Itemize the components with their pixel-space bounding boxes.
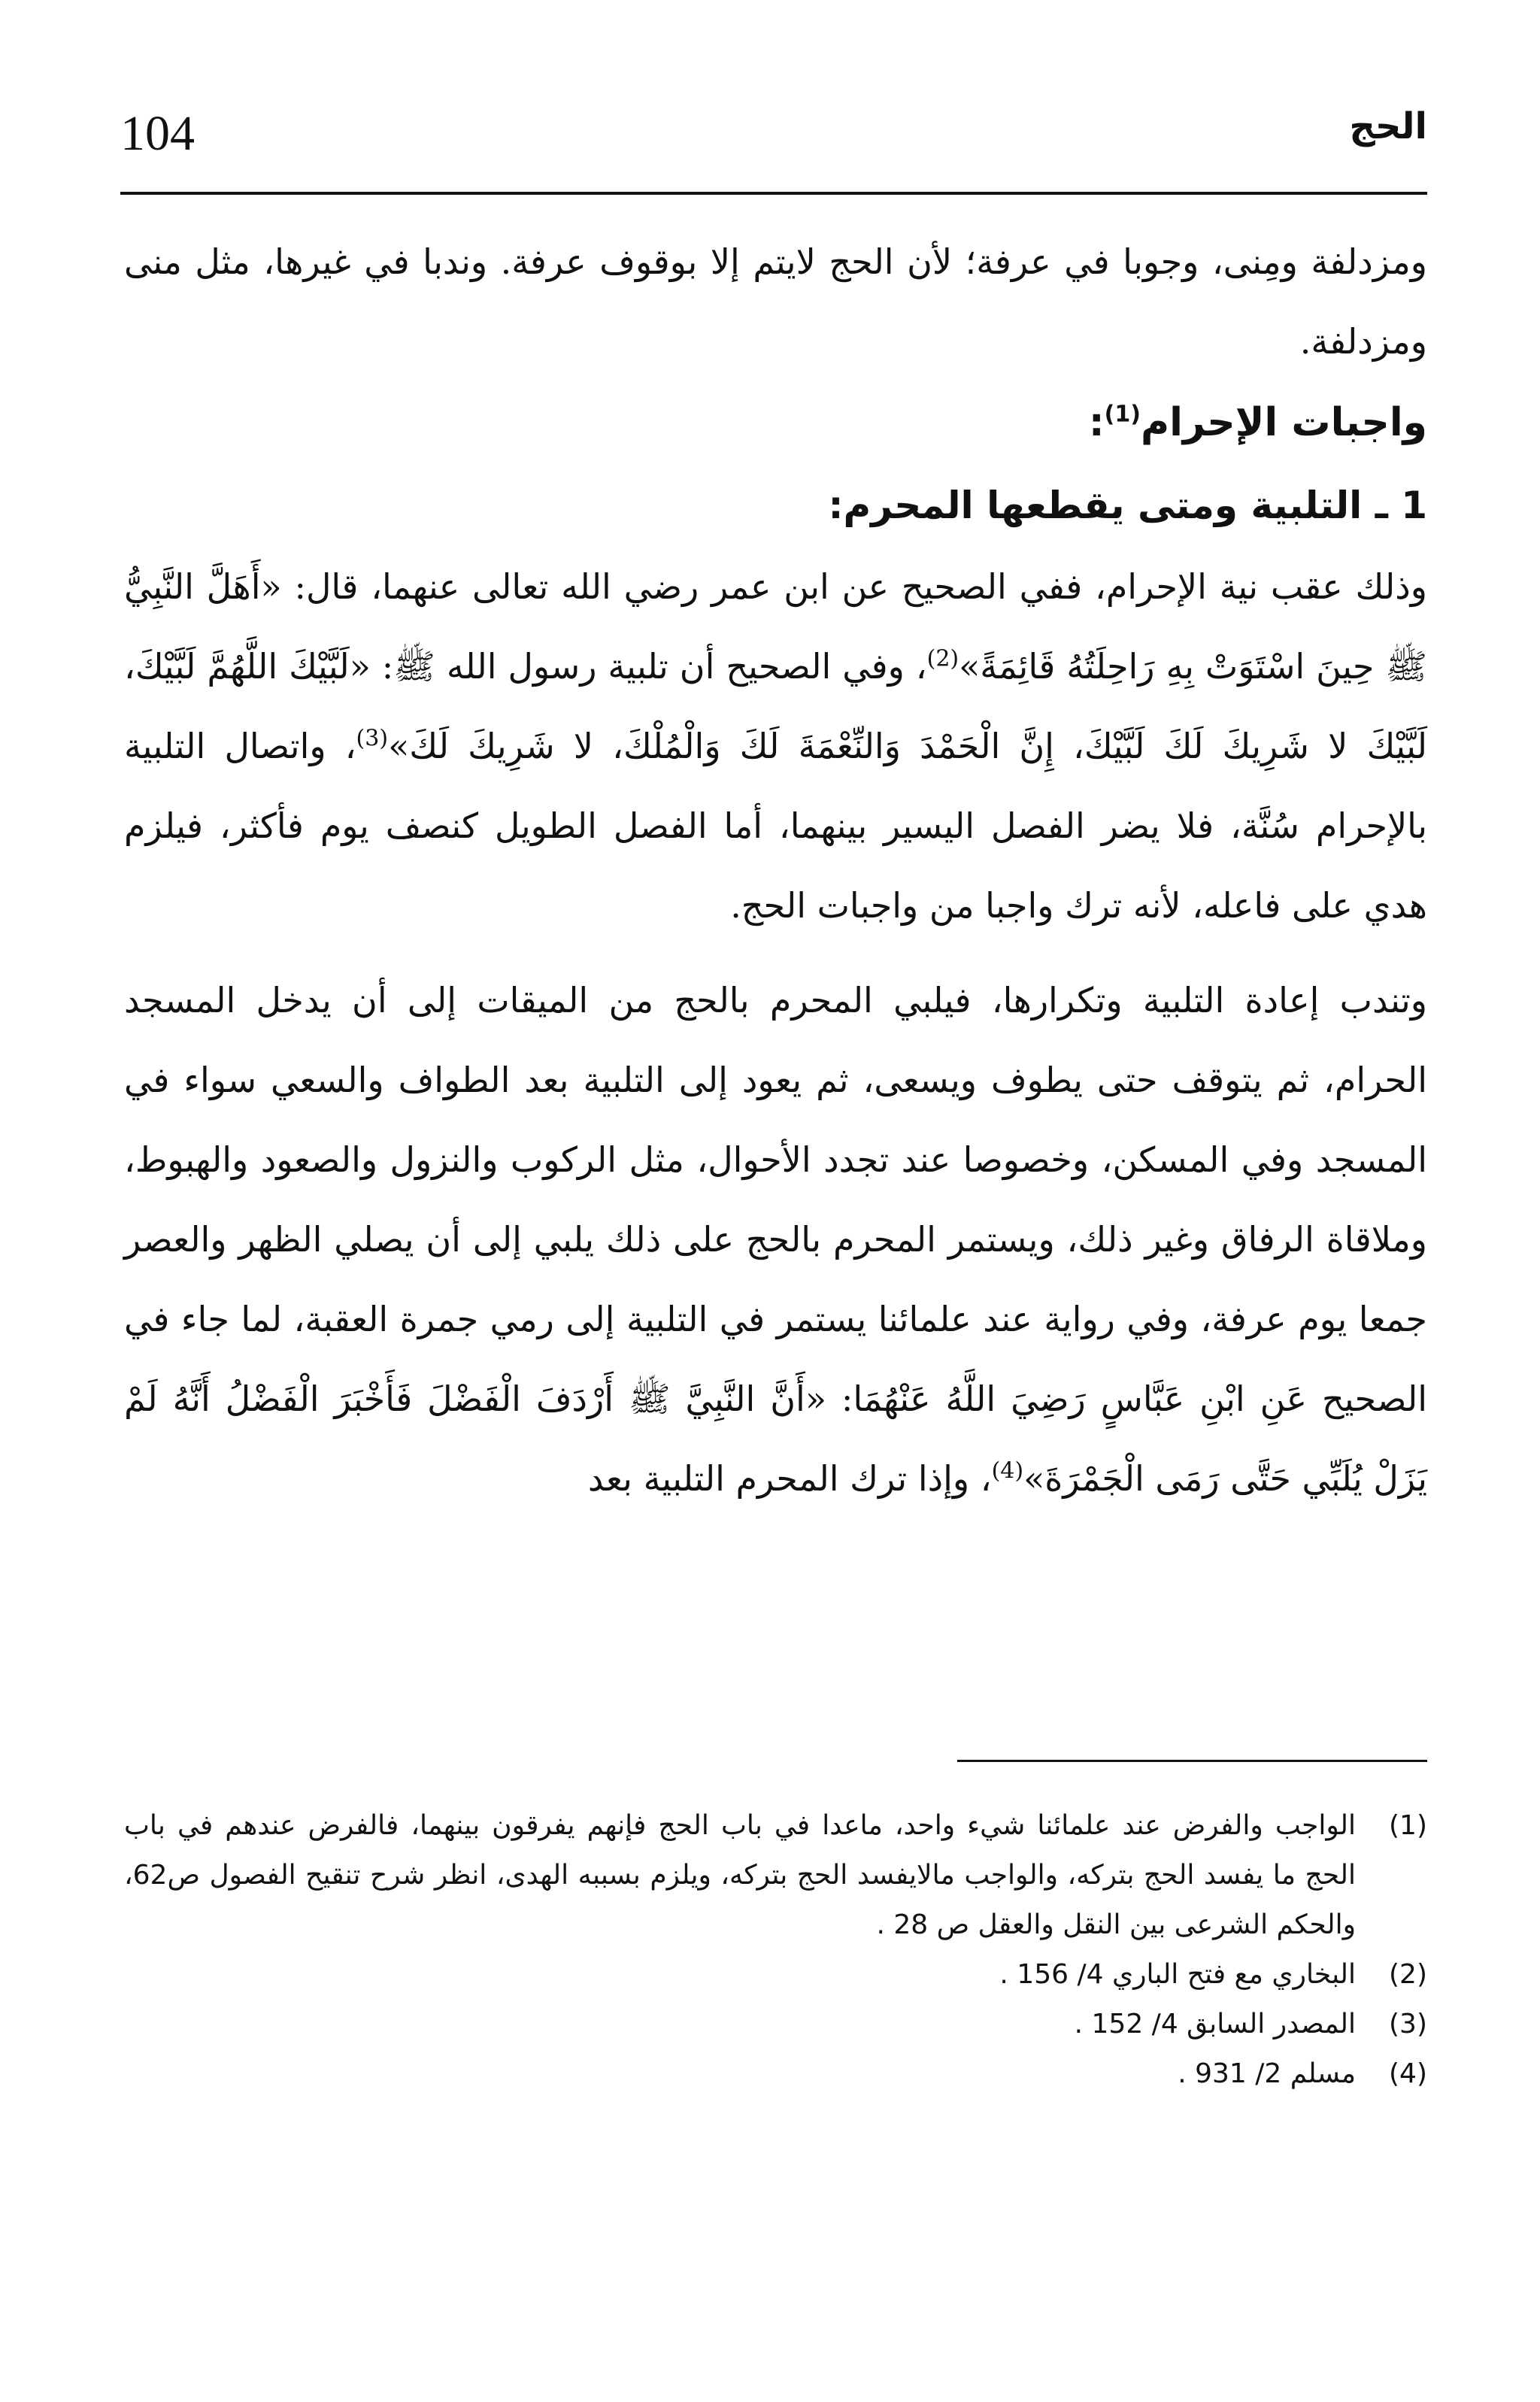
- footnote-item: [124, 1801, 1427, 1950]
- paragraph-text: وتندب إعادة التلبية وتكرارها، فيلبي المحرم بالحج من الميقات إلى أن يدخل المسجد الحرام، ثم يتوقف حتى يطوف ويسعى، ثم يعود إلى التلبية بعد الطواف والسعي سواء في المسجد وفي المسكن، وخصوصا عند تجدد الأحوال، مثل الركوب والنزول والصعود والهبوط، وملاقاة الرفاق وغير ذلك، ويستمر المحرم بالحج على ذلك يلبي إلى أن يصلي الظهر والعصر جمعا يوم عرفة، وفي رواية عند علمائنا يستمر في التلبية إلى رمي جمرة العقبة، لما جاء في الصحيح عَنِ ابْنِ عَبَّاسٍ رَضِيَ اللَّهُ عَنْهُمَا: «أَنَّ النَّبِيَّ ﷺ أَرْدَفَ الْفَضْلَ فَأَخْبَرَ الْفَضْلُ أَنَّهُ لَمْ يَزَلْ يُلَبِّي حَتَّى رَمَى الْجَمْرَةَ»: [124, 980, 1427, 1499]
- paragraph-text: ، وفي الصحيح أن تلبية رسول الله ﷺ: «لَبَّيْكَ اللَّهُمَّ لَبَّيْكَ، لَبَّيْكَ لا شَرِيكَ لَكَ لَبَّيْكَ، إِنَّ الْحَمْدَ وَالنِّعْمَةَ لَكَ وَالْمُلْكَ، لا شَرِيكَ لَكَ»: [124, 646, 1427, 766]
- heading-text: واجبات الإحرام: [1140, 400, 1427, 445]
- paragraph-text: ، واتصال التلبية بالإحرام سُنَّة، فلا يضر الفصل اليسير بينهما، أما الفصل الطويل كنصف يوم فأكثر، فيلزم هدي على فاعله، لأنه ترك واجبا من واجبات الحج.: [124, 726, 1427, 926]
- paragraph-text: ، وإذا ترك المحرم التلبية بعد: [587, 1458, 992, 1499]
- footnote-item: [124, 2000, 1427, 2049]
- header-rule: [120, 192, 1427, 195]
- footnote-number: (2): [1389, 1959, 1427, 1990]
- main-text: [124, 222, 1427, 1518]
- page-number: 104: [120, 106, 195, 161]
- footnote-text: الواجب والفرض عند علمائنا شيء واحد، ماعدا في باب الحج فإنهم يفرقون بينهما، فالفرض عندهم في باب الحج ما يفسد الحج بتركه، والواجب مالايفسد الحج بتركه، ويلزم بسببه الهدى، انظر شرح تنقيح الفصول ص62، والحكم الشرعى بين النقل والعقل ص 28 .: [124, 1810, 1356, 1940]
- footnote-text: البخاري مع فتح الباري 4/ 156 .: [999, 1959, 1356, 1990]
- subsection-heading: 1 ـ التلبية ومتى يقطعها المحرم:: [828, 484, 1427, 527]
- footnote-item: [124, 2049, 1427, 2099]
- footnote-number: (1): [1389, 1810, 1427, 1841]
- footnotes: [124, 1801, 1427, 2099]
- footnote-rule: [957, 1760, 1427, 1762]
- footnote-number: (4): [1389, 2058, 1427, 2089]
- page-header: [120, 105, 1427, 173]
- footnote-text: المصدر السابق 4/ 152 .: [1074, 2009, 1356, 2040]
- footnote-number: (3): [1389, 2009, 1427, 2040]
- footnote-item: [124, 1950, 1427, 2000]
- footnote-text: مسلم 2/ 931 .: [1178, 2058, 1356, 2089]
- paragraph-talbiya: [124, 547, 1427, 945]
- footnote-ref-4[interactable]: (4): [991, 1457, 1024, 1485]
- paragraph-text: وذلك عقب نية الإحرام، ففي الصحيح عن ابن عمر رضي الله تعالى عنهما، قال: «أَهَلَّ النَّبِيُّ ﷺ حِينَ اسْتَوَتْ بِهِ رَاحِلَتُهُ قَائِمَةً»: [124, 566, 1427, 687]
- running-title: الحج: [1349, 105, 1427, 147]
- footnote-ref-1[interactable]: (1): [1104, 401, 1141, 428]
- footnote-ref-3[interactable]: (3): [356, 725, 389, 752]
- section-heading: [124, 381, 1427, 464]
- footnote-ref-2[interactable]: (2): [926, 645, 959, 672]
- heading-suffix: :: [1088, 400, 1105, 445]
- intro-paragraph: ومزدلفة ومِنى، وجوبا في عرفة؛ لأن الحج لايتم إلا بوقوف عرفة. وندبا في غيرها، مثل منى ومزدلفة.: [124, 241, 1427, 362]
- paragraph-repetition: [124, 960, 1427, 1518]
